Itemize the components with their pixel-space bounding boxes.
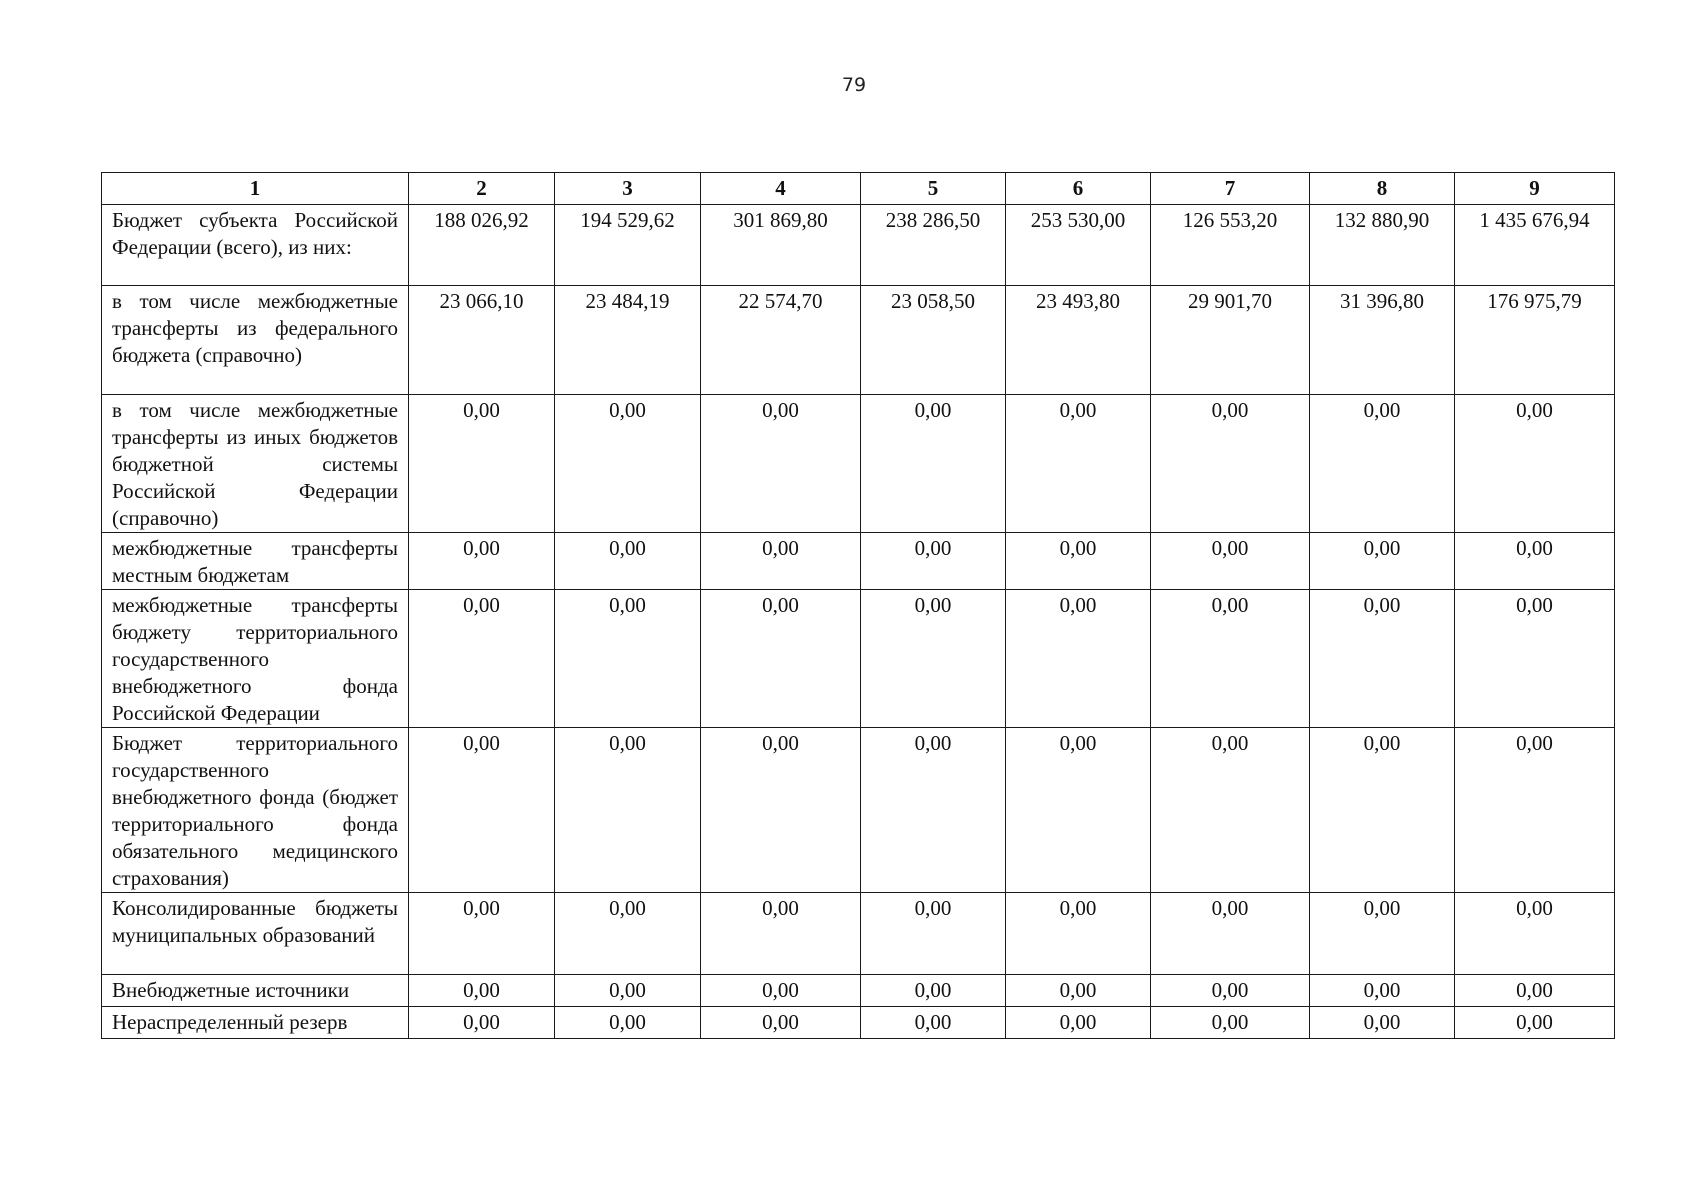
table-cell: 0,00 <box>409 590 555 728</box>
table-row <box>102 1007 1615 1039</box>
table-cell: 0,00 <box>1310 893 1455 975</box>
table-cell: 188 026,92 <box>409 205 555 286</box>
table-cell: 0,00 <box>1455 590 1615 728</box>
table-cell: 0,00 <box>1310 975 1455 1007</box>
table-cell: 0,00 <box>701 975 861 1007</box>
table-header-row <box>102 173 1615 205</box>
table-cell: 29 901,70 <box>1151 286 1310 395</box>
table-cell: 0,00 <box>701 893 861 975</box>
table-cell: 0,00 <box>1151 395 1310 533</box>
table-cell: 0,00 <box>555 1007 701 1039</box>
table-cell: 0,00 <box>861 395 1006 533</box>
column-header: 7 <box>1151 173 1310 205</box>
table-cell: 0,00 <box>409 395 555 533</box>
table-cell: 0,00 <box>1006 1007 1151 1039</box>
table-row <box>102 590 1615 728</box>
table-cell: 1 435 676,94 <box>1455 205 1615 286</box>
table-cell: 0,00 <box>861 728 1006 893</box>
table-cell: 0,00 <box>555 590 701 728</box>
table-cell: 0,00 <box>861 533 1006 590</box>
table-cell: 0,00 <box>1151 893 1310 975</box>
table-cell: 0,00 <box>1006 590 1151 728</box>
table-cell: 0,00 <box>1455 395 1615 533</box>
table-cell: 0,00 <box>1006 893 1151 975</box>
column-header: 9 <box>1455 173 1615 205</box>
table-cell: 238 286,50 <box>861 205 1006 286</box>
table-cell: 253 530,00 <box>1006 205 1151 286</box>
row-label: Бюджет субъекта Российской Федерации (всего), из них: <box>102 205 409 286</box>
table-row <box>102 975 1615 1007</box>
table-cell: 0,00 <box>409 533 555 590</box>
table-cell: 0,00 <box>1151 975 1310 1007</box>
table-row <box>102 286 1615 395</box>
table-cell: 0,00 <box>1006 533 1151 590</box>
budget-table <box>101 172 1615 1039</box>
table-row <box>102 728 1615 893</box>
table-cell: 0,00 <box>1310 395 1455 533</box>
table-cell: 0,00 <box>555 533 701 590</box>
table-cell: 0,00 <box>1310 1007 1455 1039</box>
table-cell: 23 484,19 <box>555 286 701 395</box>
table-cell: 0,00 <box>409 1007 555 1039</box>
table-cell: 0,00 <box>1455 975 1615 1007</box>
table-row <box>102 395 1615 533</box>
row-label: межбюджетные трансферты местным бюджетам <box>102 533 409 590</box>
table-cell: 0,00 <box>1310 590 1455 728</box>
table-cell: 132 880,90 <box>1310 205 1455 286</box>
table-row <box>102 893 1615 975</box>
table-cell: 0,00 <box>701 395 861 533</box>
row-label: Нераспределенный резерв <box>102 1007 409 1039</box>
table-cell: 0,00 <box>1310 533 1455 590</box>
table-cell: 126 553,20 <box>1151 205 1310 286</box>
table-cell: 23 066,10 <box>409 286 555 395</box>
table-cell: 0,00 <box>861 975 1006 1007</box>
row-label: Внебюджетные источники <box>102 975 409 1007</box>
table-cell: 0,00 <box>1455 893 1615 975</box>
page-number: 79 <box>841 74 867 96</box>
table-cell: 0,00 <box>701 1007 861 1039</box>
table-cell: 0,00 <box>1455 1007 1615 1039</box>
table-cell: 22 574,70 <box>701 286 861 395</box>
column-header: 4 <box>701 173 861 205</box>
table-cell: 0,00 <box>409 975 555 1007</box>
table-cell: 0,00 <box>1006 395 1151 533</box>
column-header: 6 <box>1006 173 1151 205</box>
column-header: 2 <box>409 173 555 205</box>
row-label: межбюджетные трансферты бюджету территориального государственного внебюджетного фонда Российской Федерации <box>102 590 409 728</box>
table-row <box>102 533 1615 590</box>
table-cell: 194 529,62 <box>555 205 701 286</box>
table-cell: 0,00 <box>1006 975 1151 1007</box>
column-header: 5 <box>861 173 1006 205</box>
row-label: в том числе межбюджетные трансферты из иных бюджетов бюджетной системы Российской Федерации (справочно) <box>102 395 409 533</box>
table-cell: 0,00 <box>1310 728 1455 893</box>
column-header: 1 <box>102 173 409 205</box>
table-cell: 0,00 <box>701 728 861 893</box>
table-cell: 0,00 <box>409 893 555 975</box>
table-cell: 0,00 <box>555 893 701 975</box>
table-cell: 0,00 <box>1151 533 1310 590</box>
table-cell: 0,00 <box>555 975 701 1007</box>
table-cell: 0,00 <box>1151 590 1310 728</box>
table-cell: 0,00 <box>1151 1007 1310 1039</box>
table-cell: 0,00 <box>555 728 701 893</box>
table-cell: 0,00 <box>409 728 555 893</box>
table-cell: 0,00 <box>1151 728 1310 893</box>
table-cell: 301 869,80 <box>701 205 861 286</box>
row-label: Консолидированные бюджеты муниципальных образований <box>102 893 409 975</box>
table-cell: 0,00 <box>1006 728 1151 893</box>
table-cell: 23 058,50 <box>861 286 1006 395</box>
table-cell: 0,00 <box>701 533 861 590</box>
row-label: в том числе межбюджетные трансферты из федерального бюджета (справочно) <box>102 286 409 395</box>
column-header: 8 <box>1310 173 1455 205</box>
table-cell: 23 493,80 <box>1006 286 1151 395</box>
table-row <box>102 205 1615 286</box>
column-header: 3 <box>555 173 701 205</box>
table-cell: 0,00 <box>701 590 861 728</box>
table-cell: 0,00 <box>1455 728 1615 893</box>
table-cell: 0,00 <box>861 893 1006 975</box>
table-cell: 0,00 <box>1455 533 1615 590</box>
table-cell: 0,00 <box>555 395 701 533</box>
table-cell: 176 975,79 <box>1455 286 1615 395</box>
table-cell: 0,00 <box>861 590 1006 728</box>
table-cell: 0,00 <box>861 1007 1006 1039</box>
row-label: Бюджет территориального государственного внебюджетного фонда (бюджет территориального фонда обязательного медицинского страхования) <box>102 728 409 893</box>
table-cell: 31 396,80 <box>1310 286 1455 395</box>
